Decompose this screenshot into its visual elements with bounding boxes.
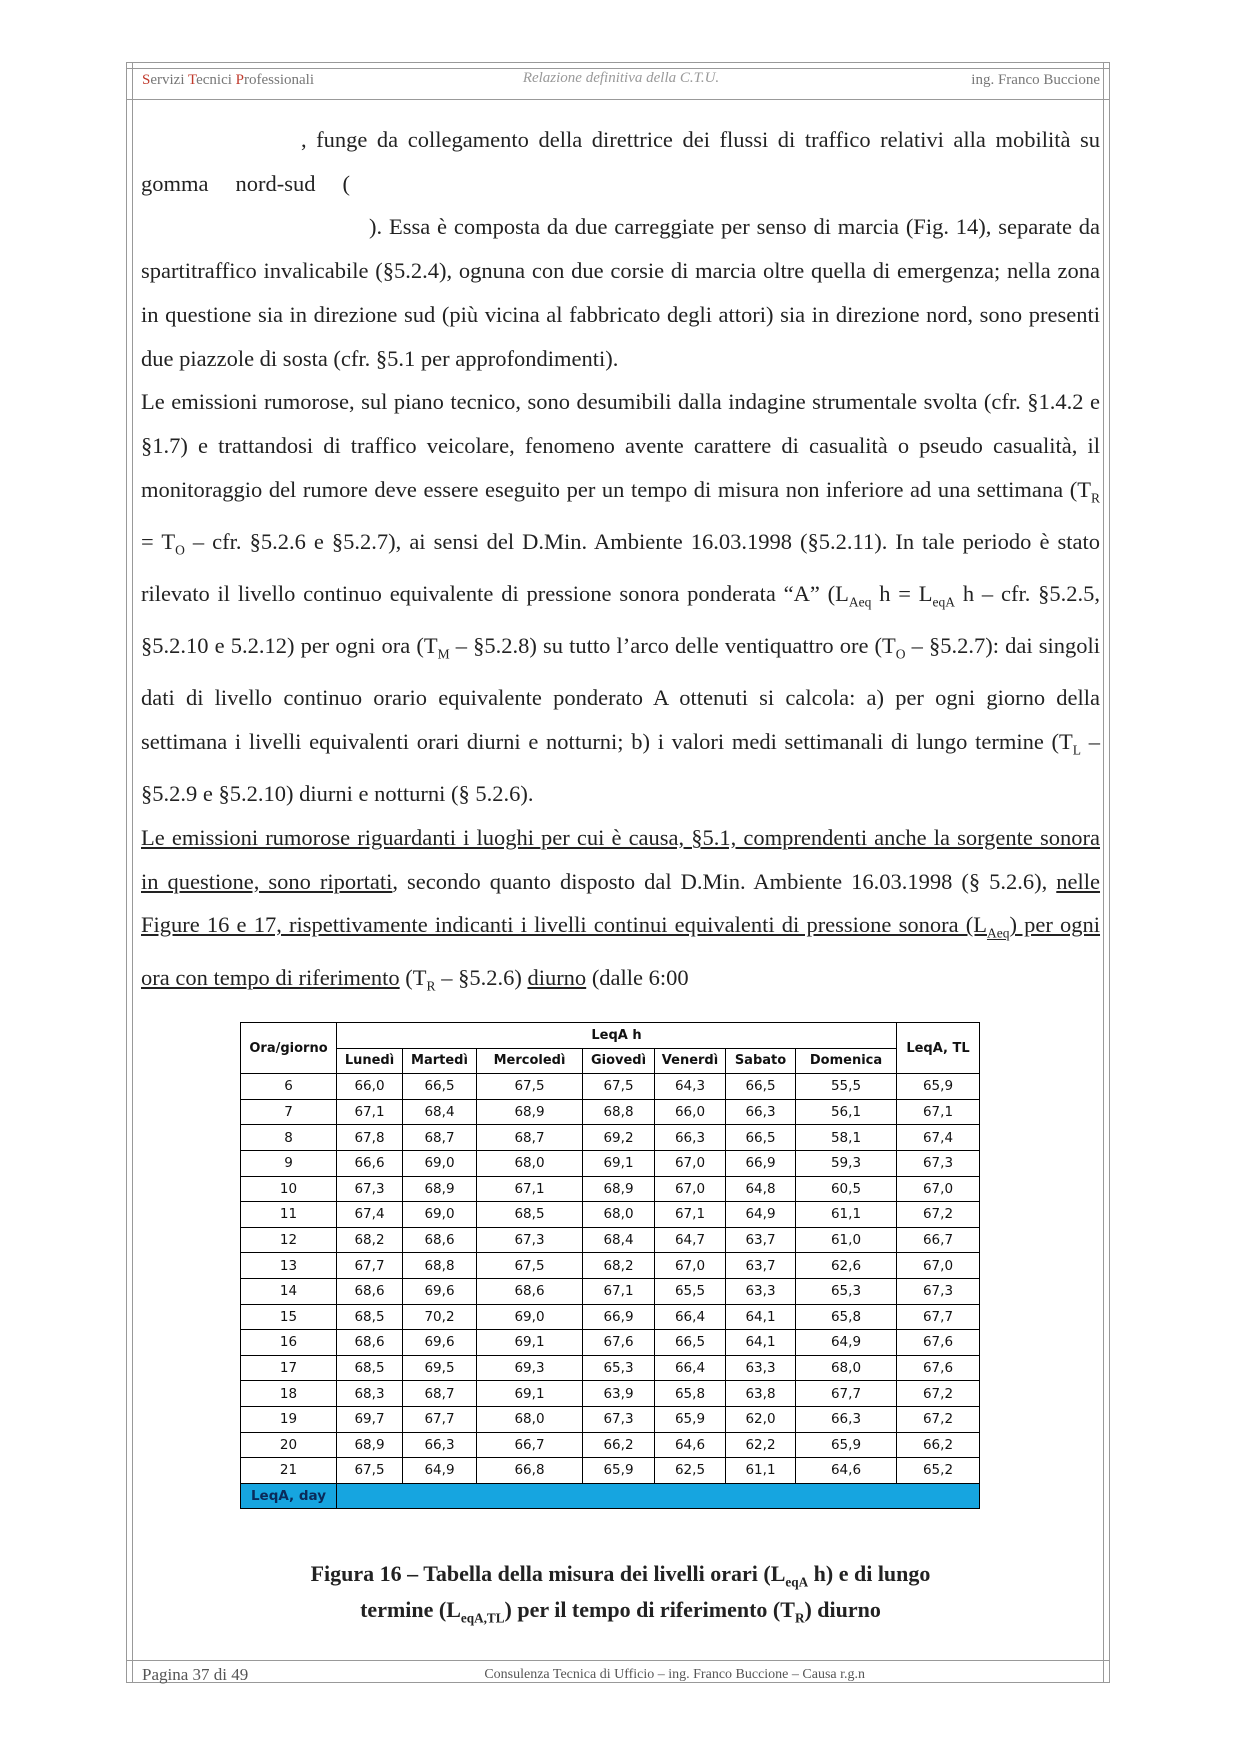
table-cell: 14 [241, 1278, 337, 1304]
table-cell: 63,8 [726, 1381, 796, 1407]
footer-redacted [337, 1483, 980, 1509]
table-cell: 67,1 [583, 1278, 655, 1304]
caption-line-2 [141, 1596, 1100, 1632]
table-row [241, 1304, 980, 1330]
table-cell: 68,2 [583, 1253, 655, 1279]
p2-text-c: = T [141, 528, 176, 554]
table-cell: 7 [241, 1099, 337, 1125]
table-cell: 64,1 [726, 1330, 796, 1356]
page-header [142, 68, 1100, 96]
table-cell: 68,9 [337, 1432, 403, 1458]
table-cell: 68,7 [477, 1125, 583, 1151]
table-cell: 64,7 [655, 1227, 726, 1253]
table-row [241, 1099, 980, 1125]
table-cell: 67,3 [897, 1278, 980, 1304]
table-cell: 68,4 [583, 1227, 655, 1253]
table-cell: 62,6 [796, 1253, 897, 1279]
table-cell: 65,8 [655, 1381, 726, 1407]
p3-sub: Aeq [986, 925, 1010, 941]
p2-text-o: – §5.2.9 e §5.2.10) diurni e notturni (§ 5.2.6). [141, 729, 1101, 807]
table-cell: 18 [241, 1381, 337, 1407]
table-cell: 66,9 [726, 1150, 796, 1176]
p2-sub: eqA [932, 594, 956, 610]
table-cell: 67,6 [583, 1330, 655, 1356]
table-cell: 69,2 [583, 1125, 655, 1151]
table-cell: 69,3 [477, 1355, 583, 1381]
table-cell: 68,7 [403, 1381, 477, 1407]
col-header-day: Mercoledì [477, 1048, 583, 1074]
p2-text-i: h – cfr. §5.2.5, §5.2.10 e 5.2.12) per ogni ora (T [141, 581, 1101, 659]
table-cell: 66,5 [403, 1074, 477, 1100]
col-header-day: Domenica [796, 1048, 897, 1074]
table-cell: 66,7 [897, 1227, 980, 1253]
table-cell: 62,0 [726, 1406, 796, 1432]
table-cell: 63,9 [583, 1381, 655, 1407]
p3-underlined-3: ) per ogni ora con tempo di riferimento [141, 912, 1101, 990]
table-cell: 67,1 [897, 1099, 980, 1125]
table-cell: 67,3 [477, 1227, 583, 1253]
table-cell: 62,2 [726, 1432, 796, 1458]
header-word-1: ervizi [150, 72, 188, 88]
table-cell: 66,4 [655, 1355, 726, 1381]
table-cell: 10 [241, 1176, 337, 1202]
table-cell: 64,3 [655, 1074, 726, 1100]
table-cell: 65,3 [583, 1355, 655, 1381]
p1-rest: ). Essa è composta da due carreggiate per senso di marcia (Fig. 14), separate da spartitraffico invalicabile (§5.2.4), ognuna con due corsie di marcia oltre quella di emergenza; nella zona in questione sia in direzione sud (più vicina al fabbricato degli attori) sia in direzione nord, sono presenti due piazzole di sosta (cfr. §5.1 per approfondimenti). [141, 214, 1100, 371]
col-header-hour: Ora/giorno [241, 1023, 337, 1074]
table-cell: 66,2 [583, 1432, 655, 1458]
redaction-block [141, 214, 369, 244]
table-cell: 68,6 [337, 1330, 403, 1356]
table-cell: 8 [241, 1125, 337, 1151]
table-cell: 65,5 [655, 1278, 726, 1304]
table-cell: 67,0 [897, 1253, 980, 1279]
table-cell: 67,6 [897, 1355, 980, 1381]
table-cell: 67,3 [337, 1176, 403, 1202]
table-cell: 69,1 [583, 1150, 655, 1176]
table-cell: 13 [241, 1253, 337, 1279]
col-header-day: Venerdì [655, 1048, 726, 1074]
header-word-3: rofessionali [244, 72, 314, 88]
p2-sub: R [1090, 490, 1100, 506]
p2-text-a: Le emissioni rumorose, sul piano tecnico, sono desumibili dalla indagine strumentale svolta (cfr. §1.4.2 e §1.7) e trattandosi di traffico veicolare, fenomeno avente carattere di casualità o pseudo casualità, il monitoraggio del rumore deve essere eseguito per un tempo di misura non inferiore ad una settimana (T [141, 389, 1100, 502]
p3-underlined-1: Le emissioni rumorose riguardanti i luoghi per cui è causa, §5.1, comprendenti anche la sorgente sonora in questione, sono riportati [141, 825, 1100, 894]
table-cell: 67,7 [897, 1304, 980, 1330]
redaction-block [867, 1664, 1102, 1686]
p2-text-m: – §5.2.7): dai singoli dati di livello continuo orario equivalente ponderato A ottenuti si calcola: a) per ogni giorno della settimana i livelli equivalenti orari diurni e notturni; b) i valori medi settimanali di lungo termine (T [141, 633, 1100, 755]
table-cell: 68,5 [337, 1355, 403, 1381]
col-header-tl: LeqA, TL [897, 1023, 980, 1074]
table-cell: 67,2 [897, 1381, 980, 1407]
page-footer [142, 1662, 1102, 1688]
table-cell: 20 [241, 1432, 337, 1458]
table-cell: 66,0 [337, 1074, 403, 1100]
footer-label: LeqA, day [241, 1483, 337, 1509]
table-cell: 67,6 [897, 1330, 980, 1356]
col-header-day: Giovedì [583, 1048, 655, 1074]
table-cell: 67,5 [477, 1253, 583, 1279]
header-initial-1: S [142, 72, 151, 88]
table-cell: 66,3 [403, 1432, 477, 1458]
leq-table [240, 1022, 980, 1509]
table-cell: 70,2 [403, 1304, 477, 1330]
table-row [241, 1176, 980, 1202]
table-row [241, 1406, 980, 1432]
table-cell: 69,0 [403, 1202, 477, 1228]
table-cell: 58,1 [796, 1125, 897, 1151]
table-cell: 68,7 [403, 1125, 477, 1151]
table-cell: 65,9 [583, 1458, 655, 1484]
table-cell: 68,5 [337, 1304, 403, 1330]
table-cell: 56,1 [796, 1099, 897, 1125]
table-cell: 66,9 [583, 1304, 655, 1330]
header-right: ing. Franco Buccione [971, 72, 1100, 88]
p2-sub: O [175, 542, 185, 558]
table-cell: 67,4 [337, 1202, 403, 1228]
table-cell: 69,6 [403, 1330, 477, 1356]
redaction-block [350, 171, 1100, 201]
p3-underlined-2: nelle Figure 16 e 17, rispettivamente indicanti i livelli continui equivalenti di pressione sonora (L [141, 868, 1101, 938]
paragraph-2 [141, 380, 1100, 816]
table-cell: 68,0 [477, 1150, 583, 1176]
table-cell: 63,3 [726, 1355, 796, 1381]
table-cell: 66,3 [655, 1125, 726, 1151]
table-cell: 61,0 [796, 1227, 897, 1253]
header-rule [126, 99, 1110, 100]
table-cell: 68,6 [477, 1278, 583, 1304]
table-cell: 69,6 [403, 1278, 477, 1304]
table-cell: 67,0 [655, 1150, 726, 1176]
table-cell: 68,6 [403, 1227, 477, 1253]
header-initial-2: T [187, 72, 197, 88]
header-center: Relazione definitiva della C.T.U. [522, 70, 720, 86]
table-cell: 61,1 [796, 1202, 897, 1228]
page-number: Pagina 37 di 49 [142, 1665, 249, 1684]
p3-text-a: , secondo quanto disposto dal D.Min. Ambiente 16.03.1998 (§ 5.2.6), [392, 868, 1057, 894]
footer-right [484, 1664, 1102, 1686]
table-cell: 67,0 [655, 1176, 726, 1202]
table-cell: 64,1 [726, 1304, 796, 1330]
table-row [241, 1381, 980, 1407]
table-cell: 68,8 [403, 1253, 477, 1279]
p2-text-g: h = L [871, 581, 933, 607]
table-cell: 64,8 [726, 1176, 796, 1202]
table-cell: 68,4 [403, 1099, 477, 1125]
table-cell: 6 [241, 1074, 337, 1100]
p2-sub: Aeq [848, 594, 872, 610]
caption-text: Figura 16 – Tabella della misura dei livelli orari (L [310, 1561, 786, 1586]
table-cell: 67,5 [337, 1458, 403, 1484]
p3-text-d: (dalle 6:00 [586, 964, 689, 990]
table-cell: 65,2 [897, 1458, 980, 1484]
paragraph-3 [141, 816, 1100, 1008]
table-cell: 67,3 [897, 1150, 980, 1176]
page-frame-left-inner [132, 62, 133, 1682]
page-frame-left-outer [126, 62, 127, 1682]
table-cell: 55,5 [796, 1074, 897, 1100]
table-cell: 67,1 [655, 1202, 726, 1228]
table-cell: 68,8 [583, 1099, 655, 1125]
table-cell: 59,3 [796, 1150, 897, 1176]
figure-16-table-wrap [240, 1022, 980, 1509]
paragraph-1 [141, 118, 1100, 380]
table-cell: 66,7 [477, 1432, 583, 1458]
p2-text-e: – cfr. §5.2.6 e §5.2.7), ai sensi del D.Min. Ambiente 16.03.1998 (§5.2.11). In tale periodo è stato rilevato il livello continuo equivalente di pressione sonora ponderata “A” (L [141, 528, 1100, 607]
table-cell: 63,7 [726, 1253, 796, 1279]
table-cell: 68,0 [583, 1202, 655, 1228]
p2-text-k: – §5.2.8) su tutto l’arco delle ventiquattro ore (T [449, 633, 896, 659]
body-text [141, 118, 1100, 1008]
table-cell: 68,0 [477, 1406, 583, 1432]
table-cell: 12 [241, 1227, 337, 1253]
table-cell: 69,0 [403, 1150, 477, 1176]
table-cell: 62,5 [655, 1458, 726, 1484]
table-cell: 69,5 [403, 1355, 477, 1381]
frame-top-outer [126, 62, 1110, 63]
table-cell: 67,1 [477, 1176, 583, 1202]
table-row [241, 1278, 980, 1304]
table-cell: 67,3 [583, 1406, 655, 1432]
table-row [241, 1355, 980, 1381]
table-cell: 21 [241, 1458, 337, 1484]
table-cell: 68,2 [337, 1227, 403, 1253]
page-frame-right-inner [1109, 62, 1110, 1682]
p1-line2-text: su gomma nord-sud ( [141, 127, 1101, 196]
caption-sub: eqA [785, 1574, 809, 1590]
figure-caption [141, 1560, 1100, 1633]
caption-line-1 [141, 1560, 1100, 1596]
table-cell: 67,5 [583, 1074, 655, 1100]
table-cell: 64,6 [796, 1458, 897, 1484]
p3-sub: R [426, 978, 436, 994]
table-cell: 15 [241, 1304, 337, 1330]
footer-right-text: Consulenza Tecnica di Ufficio – ing. Franco Buccione – Causa r.g.n [484, 1667, 865, 1683]
table-row [241, 1125, 980, 1151]
table-cell: 67,7 [403, 1406, 477, 1432]
table-row [241, 1253, 980, 1279]
caption-sub: eqA,TL [460, 1610, 505, 1626]
col-header-day: Martedì [403, 1048, 477, 1074]
table-cell: 67,7 [796, 1381, 897, 1407]
table-row [241, 1330, 980, 1356]
table-cell: 67,5 [477, 1074, 583, 1100]
table-row [241, 1202, 980, 1228]
caption-text: termine (L [360, 1597, 461, 1623]
table-cell: 67,4 [897, 1125, 980, 1151]
table-cell: 67,0 [897, 1176, 980, 1202]
table-cell: 64,9 [403, 1458, 477, 1484]
table-cell: 9 [241, 1150, 337, 1176]
page-frame-right-outer [1103, 62, 1104, 1682]
table-cell: 60,5 [796, 1176, 897, 1202]
table-cell: 67,0 [655, 1253, 726, 1279]
table-cell: 66,5 [726, 1074, 796, 1100]
header-initial-3: P [235, 72, 244, 88]
table-row [241, 1227, 980, 1253]
table-cell: 17 [241, 1355, 337, 1381]
table-cell: 68,9 [477, 1099, 583, 1125]
p2-sub: M [437, 646, 450, 662]
caption-text: h) e di lungo [808, 1561, 931, 1586]
table-cell: 67,8 [337, 1125, 403, 1151]
table-cell: 67,7 [337, 1253, 403, 1279]
col-group-header: LeqA h [337, 1023, 897, 1049]
table-cell: 65,9 [655, 1406, 726, 1432]
table-cell: 65,8 [796, 1304, 897, 1330]
table-cell: 68,9 [583, 1176, 655, 1202]
table-cell: 65,3 [796, 1278, 897, 1304]
table-cell: 66,3 [796, 1406, 897, 1432]
table-cell: 65,9 [796, 1432, 897, 1458]
table-cell: 66,2 [897, 1432, 980, 1458]
table-row [241, 1074, 980, 1100]
table-cell: 67,2 [897, 1202, 980, 1228]
table-cell: 11 [241, 1202, 337, 1228]
table-cell: 61,1 [726, 1458, 796, 1484]
table-cell: 16 [241, 1330, 337, 1356]
table-cell: 63,3 [726, 1278, 796, 1304]
p3-text-c: – §5.2.6) [435, 964, 528, 990]
caption-text: ) per il tempo di riferimento (T [504, 1597, 795, 1623]
table-cell: 66,5 [655, 1330, 726, 1356]
p1-line1-text: , funge da collegamento della direttrice dei flussi di traffico relativi alla mobilità [301, 127, 1071, 152]
table-cell: 69,1 [477, 1381, 583, 1407]
table-cell: 19 [241, 1406, 337, 1432]
table-cell: 67,1 [337, 1099, 403, 1125]
p2-sub: O [895, 646, 906, 662]
header-word-2: ecnici [196, 72, 236, 88]
footer-rule [126, 1660, 1110, 1661]
table-cell: 68,5 [477, 1202, 583, 1228]
table-cell: 65,9 [897, 1074, 980, 1100]
table-cell: 68,3 [337, 1381, 403, 1407]
table-cell: 69,0 [477, 1304, 583, 1330]
table-cell: 66,3 [726, 1099, 796, 1125]
table-cell: 68,0 [796, 1355, 897, 1381]
table-cell: 69,7 [337, 1406, 403, 1432]
table-cell: 66,8 [477, 1458, 583, 1484]
p3-underlined-4: diurno [527, 964, 587, 990]
table-cell: 63,7 [726, 1227, 796, 1253]
p3-text-b: (T [399, 964, 427, 990]
col-header-day: Lunedì [337, 1048, 403, 1074]
table-row [241, 1150, 980, 1176]
table-cell: 68,6 [337, 1278, 403, 1304]
table-row [241, 1432, 980, 1458]
redaction-block [141, 127, 301, 157]
table-cell: 64,6 [655, 1432, 726, 1458]
redaction-block [337, 1486, 954, 1506]
caption-sub: R [794, 1610, 805, 1626]
table-cell: 69,1 [477, 1330, 583, 1356]
table-cell: 66,0 [655, 1099, 726, 1125]
table-cell: 67,2 [897, 1406, 980, 1432]
table-cell: 68,9 [403, 1176, 477, 1202]
table-row [241, 1458, 980, 1484]
table-cell: 66,6 [337, 1150, 403, 1176]
table-cell: 64,9 [726, 1202, 796, 1228]
p2-sub: L [1072, 742, 1082, 758]
caption-text: ) diurno [804, 1597, 881, 1623]
table-cell: 66,4 [655, 1304, 726, 1330]
col-header-day: Sabato [726, 1048, 796, 1074]
table-cell: 64,9 [796, 1330, 897, 1356]
table-cell: 66,5 [726, 1125, 796, 1151]
